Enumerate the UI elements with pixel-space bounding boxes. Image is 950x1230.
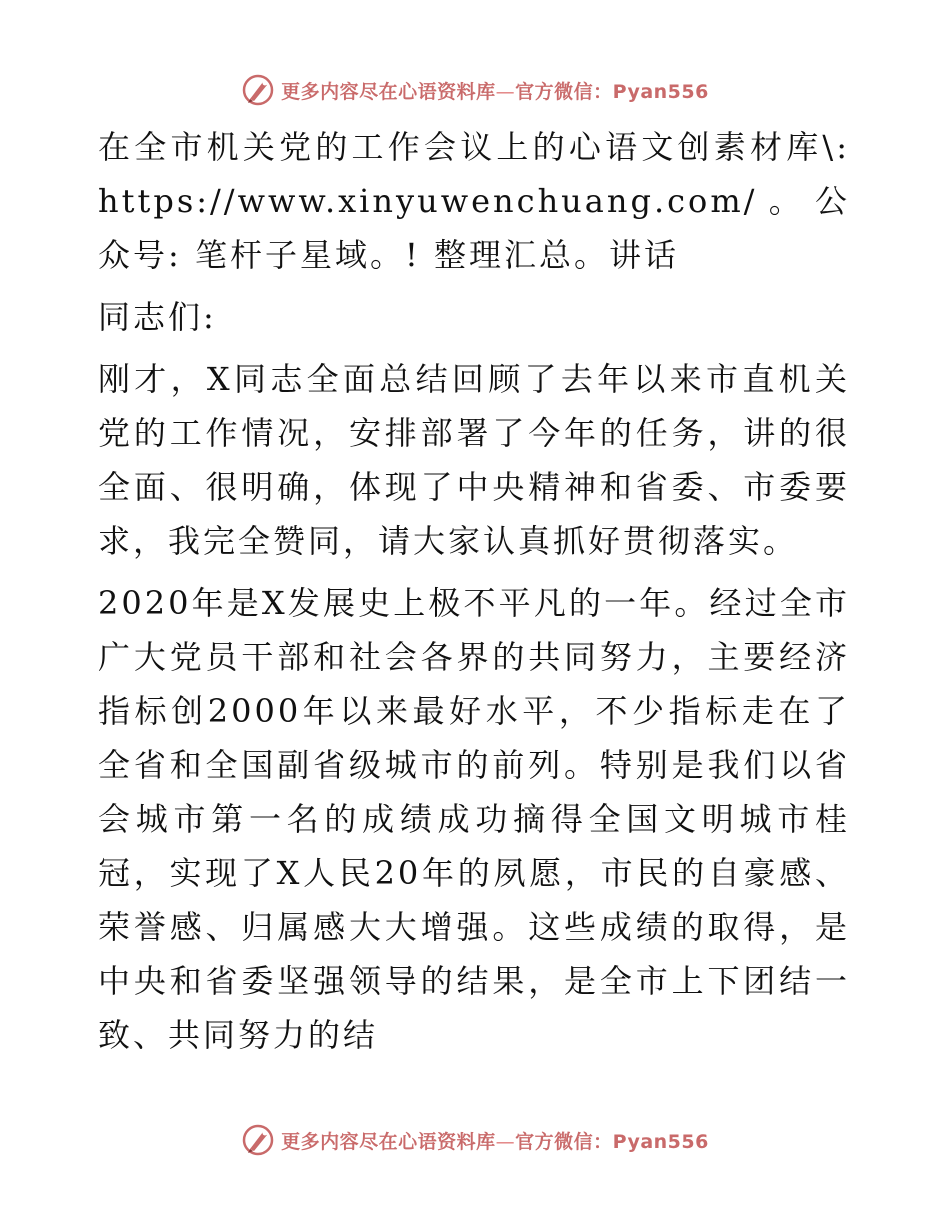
- watermark-banner-bottom: [0, 1120, 950, 1160]
- quill-pen-logo-icon: [241, 73, 275, 107]
- document-body: [98, 120, 850, 1070]
- watermark-text: 更多内容尽在心语资料库—官方微信：Pyan556: [281, 80, 709, 103]
- paragraph-review-2020: 2020年是X发展史上极不平凡的一年。经过全市广大党员干部和社会各界的共同努力，主要经济指标创2000年以来最好水平，不少指标走在了全省和全国副省级城市的前列。特别是我们以省会城市第一名的成绩成功摘得全国文明城市桂冠，实现了X人民20年的夙愿，市民的自豪感、荣誉感、归属感大大增强。这些成绩的取得，是中央和省委坚强领导的结果，是全市上下团结一致、共同努力的结: [98, 584, 850, 1054]
- watermark-text: 更多内容尽在心语资料库—官方微信：Pyan556: [281, 1130, 709, 1153]
- paragraph-salutation: 同志们:: [98, 298, 217, 336]
- watermark-banner-top: [0, 70, 950, 110]
- paragraph-title: 在全市机关党的工作会议上的心语文创素材库\: https://www.xinyuwenchuang.com/。公众号: 笔杆子星域。! 整理汇总。讲话: [98, 128, 850, 274]
- quill-pen-logo-icon: [241, 1123, 275, 1157]
- paragraph-intro: 刚才，X同志全面总结回顾了去年以来市直机关党的工作情况，安排部署了今年的任务，讲的很全面、很明确，体现了中央精神和省委、市委要求，我完全赞同，请大家认真抓好贯彻落实。: [98, 360, 850, 560]
